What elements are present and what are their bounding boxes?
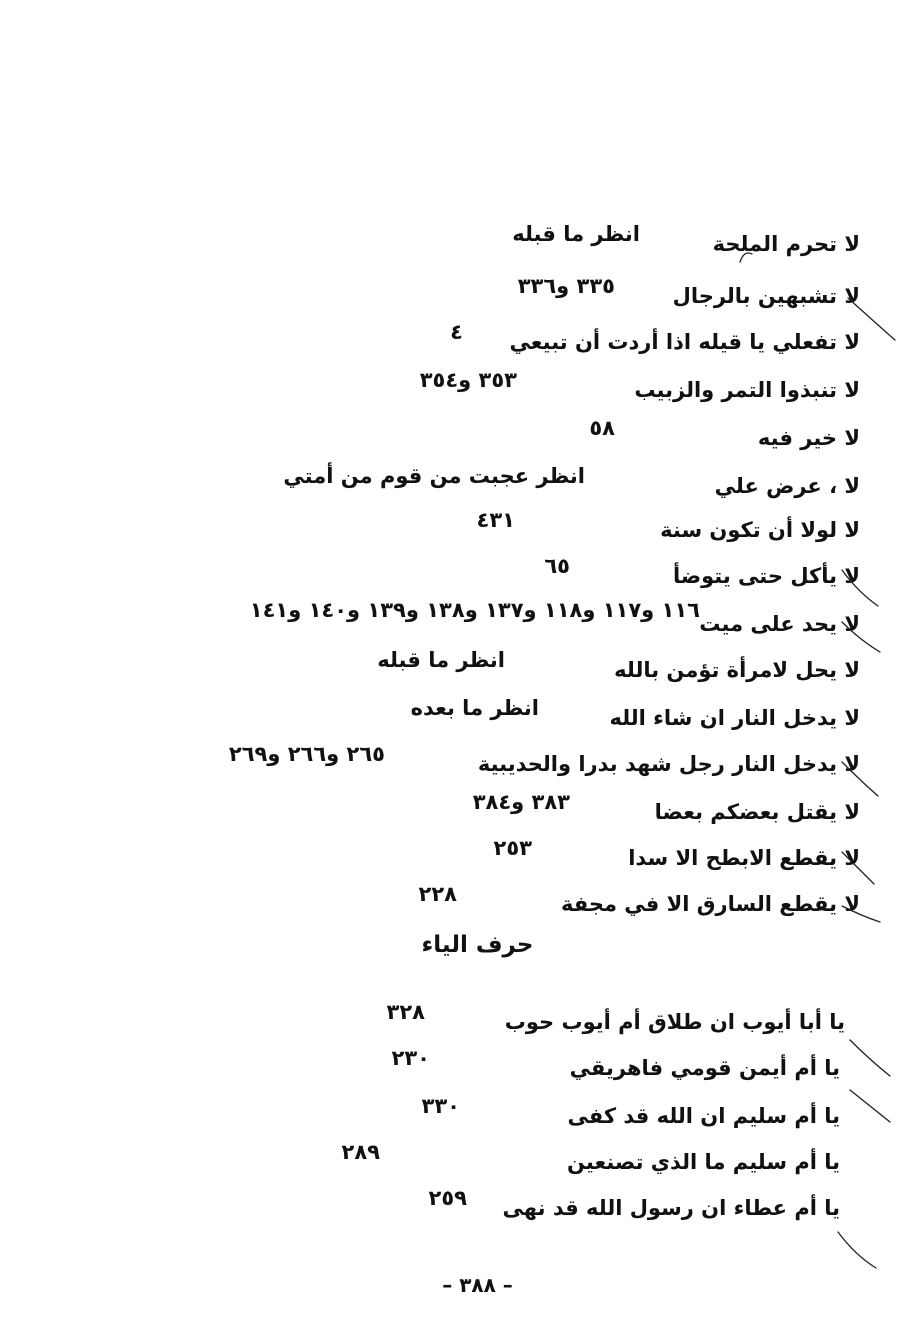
entry-phrase: لا ، عرض علي (714, 474, 860, 498)
index-entry (0, 648, 915, 698)
index-entry (0, 882, 915, 932)
entry-reference: انظر ما قبله (377, 648, 505, 672)
entry-phrase: لا يدخل النار رجل شهد بدرا والحديبية (477, 752, 860, 776)
entry-phrase: لا يقطع السارق الا في مجفة (560, 892, 860, 916)
entry-reference: ٢٨٩ (341, 1140, 380, 1164)
index-entry (0, 464, 915, 514)
entry-phrase: لا تحرم الملحة (712, 232, 860, 256)
pen-stroke (838, 1232, 876, 1268)
entry-reference: ٣٢٨ (386, 1000, 425, 1024)
index-entry (0, 368, 915, 418)
index-entry (0, 508, 915, 558)
entry-phrase: يا أم سليم ما الذي تصنعين (567, 1150, 840, 1174)
index-entry (0, 1186, 915, 1236)
page-number: – ٣٨٨ – (442, 1273, 513, 1297)
entry-phrase: لا يقتل بعضكم بعضا (654, 800, 860, 824)
section-heading: حرف الياء (421, 932, 534, 958)
index-entry (0, 836, 915, 886)
entry-phrase: يا أم عطاء ان رسول الله قد نهى (502, 1196, 840, 1220)
entry-reference: ٢٢٨ (418, 882, 457, 906)
entry-phrase: لا يدخل النار ان شاء الله (609, 706, 860, 730)
entry-phrase: لا يحل لامرأة تؤمن بالله (614, 658, 860, 682)
entry-phrase: لا خير فيه (757, 426, 860, 450)
entry-reference: ٣٥٣ و٣٥٤ (419, 368, 517, 392)
index-entry (0, 274, 915, 324)
index-entry (0, 790, 915, 840)
entry-phrase: لا تشبهين بالرجال (672, 284, 860, 308)
index-entry (0, 416, 915, 466)
index-entry (0, 1140, 915, 1190)
entry-reference: ٢٦٥ و٢٦٦ و٢٦٩ (228, 742, 385, 766)
entry-phrase: لا لولا أن تكون سنة (660, 518, 860, 542)
entry-reference: ٤ (450, 320, 463, 344)
index-entry (0, 222, 915, 272)
index-entry (0, 320, 915, 370)
entry-reference: انظر ما قبله (512, 222, 640, 246)
entry-reference: ٥٨ (589, 416, 615, 440)
index-entry (0, 696, 915, 746)
entry-reference: ٤٣١ (476, 508, 515, 532)
entry-reference: انظر ما بعده (410, 696, 539, 720)
entry-reference: ٣٣٠ (421, 1094, 460, 1118)
entry-phrase: لا يحد على ميت (699, 612, 860, 636)
entry-phrase: يا أم أيمن قومي فاهريقي (569, 1056, 840, 1080)
entry-reference: ٦٥ (544, 554, 570, 578)
index-entry (0, 1000, 915, 1050)
index-entry (0, 1046, 915, 1096)
entry-phrase: يا أبا أيوب ان طلاق أم أيوب حوب (504, 1010, 845, 1034)
entry-phrase: لا يقطع الابطح الا سدا (628, 846, 860, 870)
entry-reference: ٢٥٣ (493, 836, 532, 860)
entry-phrase: لا يأكل حتى يتوضأ (672, 564, 860, 588)
entry-reference: ٢٥٩ (428, 1186, 467, 1210)
entry-reference: ١١٦ و١١٧ و١١٨ و١٣٧ و١٣٨ و١٣٩ و١٤٠ و١٤١ (249, 598, 700, 622)
entry-phrase: يا أم سليم ان الله قد كفى (567, 1104, 840, 1128)
index-entry (0, 598, 915, 652)
entry-phrase: لا تنبذوا التمر والزبيب (634, 378, 860, 402)
entry-reference: ٣٨٣ و٣٨٤ (472, 790, 570, 814)
entry-phrase: لا تفعلي يا قيله اذا أردت أن تبيعي (509, 330, 860, 354)
index-entry (0, 1094, 915, 1144)
entry-reference: انظر عجبت من قوم من أمتي (283, 464, 585, 488)
entry-reference: ٣٣٥ و٣٣٦ (517, 274, 615, 298)
entry-reference: ٢٣٠ (391, 1046, 430, 1070)
index-entry (0, 742, 915, 792)
